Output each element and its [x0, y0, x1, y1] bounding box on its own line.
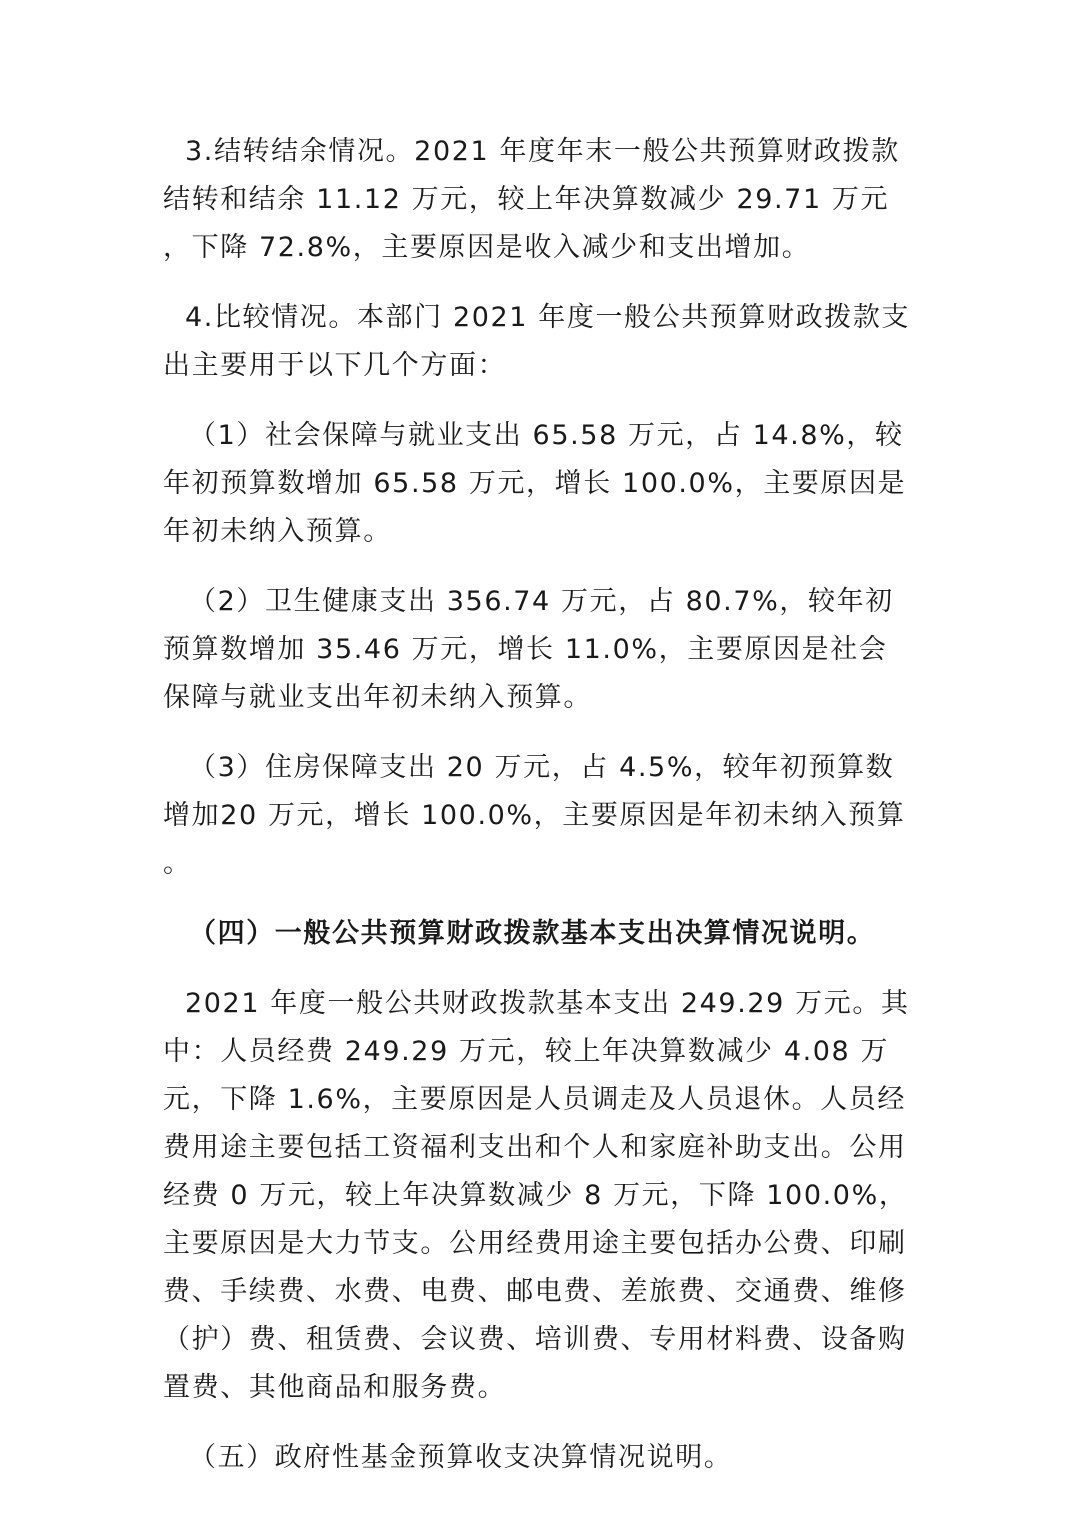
carryover-paragraph: 3.结转结余情况。2021 年度年末一般公共预算财政拨款结转和结余 11.12 万元，较上年决算数减少 29.71 万元，下降 72.8%，主要原因是收入减少和支出增加。 [163, 136, 900, 263]
health-paragraph: （2）卫生健康支出 356.74 万元，占 80.7%，较年初预算数增加 35.46 万元，增长 11.0%，主要原因是社会保障与就业支出年初未纳入预算。 [163, 586, 894, 713]
section-five-heading: （五）政府性基金预算收支决算情况说明。 [189, 1442, 733, 1473]
housing-paragraph: （3）住房保障支出 20 万元，占 4.5%，较年初预算数增加20 万元，增长 100.0%，主要原因是年初未纳入预算。 [163, 752, 906, 879]
document-body [163, 128, 915, 1504]
comparison-paragraph: 4.比较情况。本部门 2021 年度一般公共预算财政拨款支出主要用于以下几个方面： [163, 302, 911, 381]
basic-expenditure-paragraph: 2021 年度一般公共财政拨款基本支出 249.29 万元。其中：人员经费 249.29 万元，较上年决算数减少 4.08 万元，下降 1.6%，主要原因是人员调走及人员退休。人员经费用途主要包括工资福利支出和个人和家庭补助支出。公用经费 0 万元，较上年决算数减少 8 万元，下降 100.0%，主要原因是大力节支。公用经费用途主要包括办公费、印刷费、手续费、水费、电费、邮电费、差旅费、交通费、维修（护）费、租赁费、会议费、培训费、专用材料费、设备购置费、其他商品和服务费。 [163, 988, 910, 1403]
section-four-heading: （四）一般公共预算财政拨款基本支出决算情况说明。 [189, 918, 876, 949]
social-security-paragraph: （1）社会保障与就业支出 65.58 万元，占 14.8%，较年初预算数增加 65.58 万元，增长 100.0%，主要原因是年初未纳入预算。 [163, 420, 907, 547]
